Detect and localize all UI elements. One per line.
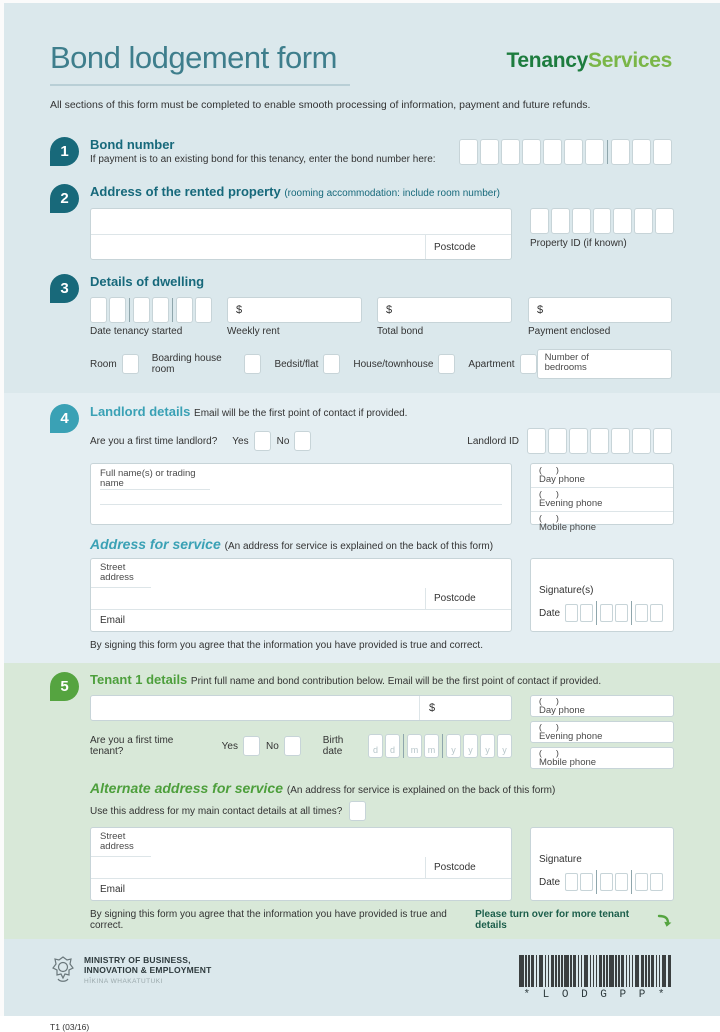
total-bond-label: Total bond	[377, 326, 424, 337]
char-box[interactable]	[580, 873, 593, 891]
char-box[interactable]: y	[497, 734, 512, 758]
property-id-label: Property ID (if known)	[530, 238, 627, 249]
char-box[interactable]	[564, 139, 583, 165]
turn-over-arrow-icon	[658, 914, 672, 927]
section-1-badge: 1	[50, 137, 79, 166]
total-bond-input[interactable]	[377, 297, 512, 323]
char-box[interactable]: m	[407, 734, 422, 758]
first-time-landlord-question: Are you a first time landlord?	[90, 435, 218, 447]
dollar-prefix: $	[236, 304, 243, 316]
section-5-title-text: Tenant 1 details	[90, 672, 188, 687]
box-divider	[172, 298, 173, 322]
brand-word-services: Services	[587, 49, 672, 72]
landlord-id-boxes	[527, 428, 672, 454]
char-box[interactable]	[632, 428, 651, 454]
day-phone-label: Day phone	[539, 704, 585, 716]
char-box[interactable]	[653, 139, 672, 165]
char-box[interactable]	[615, 604, 628, 622]
char-box[interactable]: m	[424, 734, 439, 758]
char-box[interactable]	[613, 208, 632, 234]
phone-paren: ( )	[539, 465, 559, 475]
landlord-signature-date-boxes	[565, 601, 663, 625]
day-phone-label: Day phone	[539, 474, 585, 485]
tenant-postcode-field[interactable]	[425, 857, 511, 877]
dwelling-type-room	[90, 354, 139, 374]
alternate-address-for-service-heading	[90, 780, 672, 796]
tenant-phones	[530, 695, 674, 769]
box-divider	[129, 298, 130, 322]
landlord-evening-phone-field[interactable]	[531, 488, 673, 512]
apartment-label: Apartment	[468, 358, 515, 370]
section-5-badge: 5	[50, 672, 79, 701]
tenant-signature-date-boxes	[565, 870, 663, 894]
section-bond-number	[4, 137, 720, 166]
phone-paren: ( )	[539, 747, 559, 758]
landlord-name-line3[interactable]	[100, 505, 502, 519]
boarding-house-room-label: Boarding house room	[151, 353, 222, 375]
tenant-mobile-phone-field[interactable]	[530, 747, 674, 769]
char-box[interactable]	[572, 208, 591, 234]
tenant-no-checkbox[interactable]	[284, 736, 301, 756]
address-for-service-title: Address for service	[90, 536, 221, 552]
section-5-title	[90, 672, 672, 689]
char-box[interactable]	[530, 208, 549, 234]
street-address-label: Street address	[91, 828, 151, 857]
dwelling-type-apartment	[468, 354, 536, 374]
first-time-tenant-question: Are you a first time tenant?	[90, 735, 174, 757]
dollar-prefix: $	[537, 304, 544, 316]
form-code: T1 (03/16)	[50, 1022, 90, 1032]
phone-paren: ( )	[539, 489, 559, 499]
phone-paren: ( )	[539, 513, 559, 523]
footer	[4, 939, 720, 1032]
char-box[interactable]	[634, 208, 653, 234]
address-for-service-note: (An address for service is explained on the back of this form)	[224, 541, 494, 552]
dollar-prefix: $	[429, 702, 436, 714]
mobile-phone-label: Mobile phone	[539, 756, 597, 768]
char-box[interactable]	[655, 208, 674, 234]
char-box[interactable]: d	[368, 734, 383, 758]
landlord-yes-checkbox[interactable]	[254, 431, 271, 451]
char-box[interactable]	[632, 139, 651, 165]
tenant-day-phone-field[interactable]	[530, 695, 674, 717]
house-townhouse-label: House/townhouse	[353, 358, 434, 370]
landlord-details-band	[4, 393, 720, 663]
char-box[interactable]	[90, 297, 107, 323]
postcode-label: Postcode	[434, 241, 476, 253]
title-rule	[50, 84, 350, 86]
barcode	[519, 955, 672, 1032]
section-3-badge: 3	[50, 274, 79, 303]
weekly-rent-input[interactable]	[227, 297, 362, 323]
char-box[interactable]	[152, 297, 169, 323]
yes-label: Yes	[232, 435, 249, 447]
landlord-postcode-field[interactable]	[425, 588, 511, 608]
char-box[interactable]	[600, 873, 613, 891]
email-label: Email	[100, 883, 126, 895]
evening-phone-label: Evening phone	[539, 498, 603, 509]
section-2-title	[90, 184, 672, 201]
char-box[interactable]	[569, 428, 588, 454]
section-details-of-dwelling	[4, 274, 720, 379]
postcode-label: Postcode	[434, 862, 476, 874]
landlord-street-address-input[interactable]	[90, 558, 512, 632]
property-id-boxes	[530, 208, 674, 234]
number-of-bedrooms-input[interactable]	[537, 349, 672, 379]
char-box[interactable]	[551, 208, 570, 234]
room-checkbox[interactable]	[122, 354, 139, 374]
birth-date-boxes	[368, 734, 512, 758]
section-5-note: Print full name and bond contribution below. Email will be the first point of contact if provided.	[190, 676, 602, 687]
char-box[interactable]	[522, 139, 541, 165]
section-4-title-text: Landlord details	[90, 404, 191, 419]
char-box[interactable]	[565, 604, 578, 622]
tenant-contribution-field[interactable]	[419, 696, 511, 720]
payment-enclosed-label: Payment enclosed	[528, 326, 611, 337]
ministry-name-line1: MINISTRY OF BUSINESS,	[84, 955, 191, 965]
section-4-title	[90, 404, 672, 421]
char-box[interactable]	[133, 297, 150, 323]
signature-label: Signature(s)	[539, 585, 594, 596]
box-divider	[403, 734, 404, 758]
alternate-address-for-service-title: Alternate address for service	[90, 780, 283, 796]
char-box[interactable]	[653, 428, 672, 454]
box-divider	[596, 601, 597, 625]
dwelling-type-bedsit-flat	[274, 354, 340, 374]
property-address-line1[interactable]	[91, 209, 511, 235]
bedsit-flat-checkbox[interactable]	[323, 354, 340, 374]
apartment-checkbox[interactable]	[520, 354, 537, 374]
section-rented-property-address	[4, 184, 720, 260]
tenant-details-band	[4, 663, 720, 939]
box-divider	[596, 870, 597, 894]
section-4-note: Email will be the first point of contact if provided.	[194, 408, 408, 419]
dollar-prefix: $	[386, 304, 393, 316]
char-box[interactable]: y	[480, 734, 495, 758]
char-box[interactable]	[590, 428, 609, 454]
char-box[interactable]	[600, 604, 613, 622]
dwelling-type-house-townhouse	[353, 354, 455, 374]
char-box[interactable]	[195, 297, 212, 323]
signature-label: Signature	[539, 854, 582, 865]
char-box[interactable]	[585, 139, 604, 165]
landlord-mobile-phone-field[interactable]	[531, 512, 673, 535]
street-address-label: Street address	[91, 559, 151, 588]
landlord-name-input[interactable]	[90, 463, 512, 525]
room-label: Room	[90, 358, 117, 370]
landlord-signature-box[interactable]	[530, 558, 674, 632]
tenant-signature-box[interactable]	[530, 827, 674, 901]
section-4-badge: 4	[50, 404, 79, 433]
house-townhouse-checkbox[interactable]	[438, 354, 455, 374]
char-box[interactable]	[580, 604, 593, 622]
page-title: Bond lodgement form	[50, 40, 337, 75]
landlord-no-checkbox[interactable]	[294, 431, 311, 451]
ministry-name-line2: INNOVATION & EMPLOYMENT	[84, 965, 212, 975]
phone-paren: ( )	[539, 721, 559, 732]
char-box[interactable]	[611, 428, 630, 454]
landlord-name-line2[interactable]	[100, 490, 502, 505]
tenant-street-address-input[interactable]	[90, 827, 512, 901]
section-landlord-details	[4, 404, 720, 651]
payment-enclosed-input[interactable]	[528, 297, 672, 323]
box-divider	[631, 870, 632, 894]
char-box[interactable]	[501, 139, 520, 165]
number-of-bedrooms-label: Number of bedrooms	[544, 352, 589, 373]
boarding-house-room-checkbox[interactable]	[244, 354, 261, 374]
landlord-day-phone-field[interactable]	[531, 464, 673, 488]
use-address-checkbox[interactable]	[349, 801, 366, 821]
tenant-evening-phone-field[interactable]	[530, 721, 674, 743]
char-box[interactable]	[109, 297, 126, 323]
section-1-title: Bond number	[90, 137, 175, 152]
header	[4, 3, 720, 111]
tenant-name-contribution-input[interactable]	[90, 695, 512, 721]
date-tenancy-started-label: Date tenancy started	[90, 326, 183, 337]
yes-label: Yes	[221, 740, 238, 752]
char-box[interactable]	[527, 428, 546, 454]
barcode-bars	[519, 955, 672, 987]
tenancy-services-logo	[506, 49, 672, 73]
phone-paren: ( )	[539, 695, 559, 706]
no-label: No	[266, 740, 279, 752]
char-box[interactable]: y	[463, 734, 478, 758]
landlord-phones-box[interactable]	[530, 463, 674, 533]
turn-over-note: Please turn over for more tenant details	[475, 909, 630, 931]
char-box[interactable]	[611, 139, 630, 165]
alternate-address-for-service-note: (An address for service is explained on the back of this form)	[286, 785, 556, 796]
birth-date-label: Birth date	[322, 735, 344, 757]
dwelling-type-boarding-house-room	[152, 353, 262, 375]
landlord-id-label: Landlord ID	[467, 435, 519, 447]
section-2-badge: 2	[50, 184, 79, 213]
no-label: No	[276, 435, 290, 447]
char-box[interactable]	[548, 428, 567, 454]
mobile-phone-label: Mobile phone	[539, 522, 597, 533]
section-3-title: Details of dwelling	[90, 274, 205, 289]
address-for-service-heading	[90, 536, 672, 552]
postcode-label: Postcode	[434, 593, 476, 605]
box-divider	[607, 140, 608, 164]
use-address-question: Use this address for my main contact details at all times?	[90, 805, 343, 817]
landlord-agree-text: By signing this form you agree that the information you have provided is true and correct.	[90, 640, 483, 651]
bedsit-flat-label: Bedsit/flat	[274, 358, 319, 370]
email-label: Email	[100, 614, 126, 626]
char-box[interactable]	[635, 873, 648, 891]
box-divider	[631, 601, 632, 625]
tenant-agree-text: By signing this form you agree that the information you have provided is true and correct.	[90, 909, 447, 931]
property-postcode-field[interactable]	[425, 235, 511, 259]
date-label: Date	[539, 876, 561, 888]
weekly-rent-label: Weekly rent	[227, 326, 280, 337]
ministry-tagline: HĪKINA WHAKATUTUKI	[84, 978, 163, 985]
brand-word-tenancy: Tenancy	[506, 49, 588, 72]
char-box[interactable]	[565, 873, 578, 891]
barcode-text: * L O D G P P *	[523, 989, 668, 1001]
tenant-yes-checkbox[interactable]	[243, 736, 260, 756]
section-tenant-1-details	[4, 672, 720, 931]
section-2-title-text: Address of the rented property	[90, 184, 281, 199]
char-box[interactable]	[635, 604, 648, 622]
char-box[interactable]: y	[446, 734, 461, 758]
bond-number-boxes	[459, 139, 672, 165]
char-box[interactable]	[615, 873, 628, 891]
landlord-name-label: Full name(s) or trading name	[100, 469, 210, 490]
bond-number-hint: If payment is to an existing bond for this tenancy, enter the bond number here:	[90, 154, 436, 165]
section-2-note: (rooming accommodation: include room number)	[284, 188, 500, 199]
nz-coat-of-arms-icon	[50, 955, 76, 992]
date-label: Date	[539, 607, 561, 619]
char-box[interactable]	[176, 297, 193, 323]
mbie-logo	[50, 955, 212, 992]
intro-text: All sections of this form must be completed to enable smooth processing of information, payment and future refunds.	[50, 99, 591, 111]
char-box[interactable]	[593, 208, 612, 234]
char-box[interactable]	[459, 139, 478, 165]
char-box[interactable]	[480, 139, 499, 165]
char-box[interactable]	[650, 604, 663, 622]
char-box[interactable]	[650, 873, 663, 891]
property-address-input[interactable]	[90, 208, 512, 260]
evening-phone-label: Evening phone	[539, 730, 603, 742]
date-tenancy-started-boxes	[90, 297, 212, 323]
char-box[interactable]	[543, 139, 562, 165]
char-box[interactable]: d	[385, 734, 400, 758]
box-divider	[442, 734, 443, 758]
